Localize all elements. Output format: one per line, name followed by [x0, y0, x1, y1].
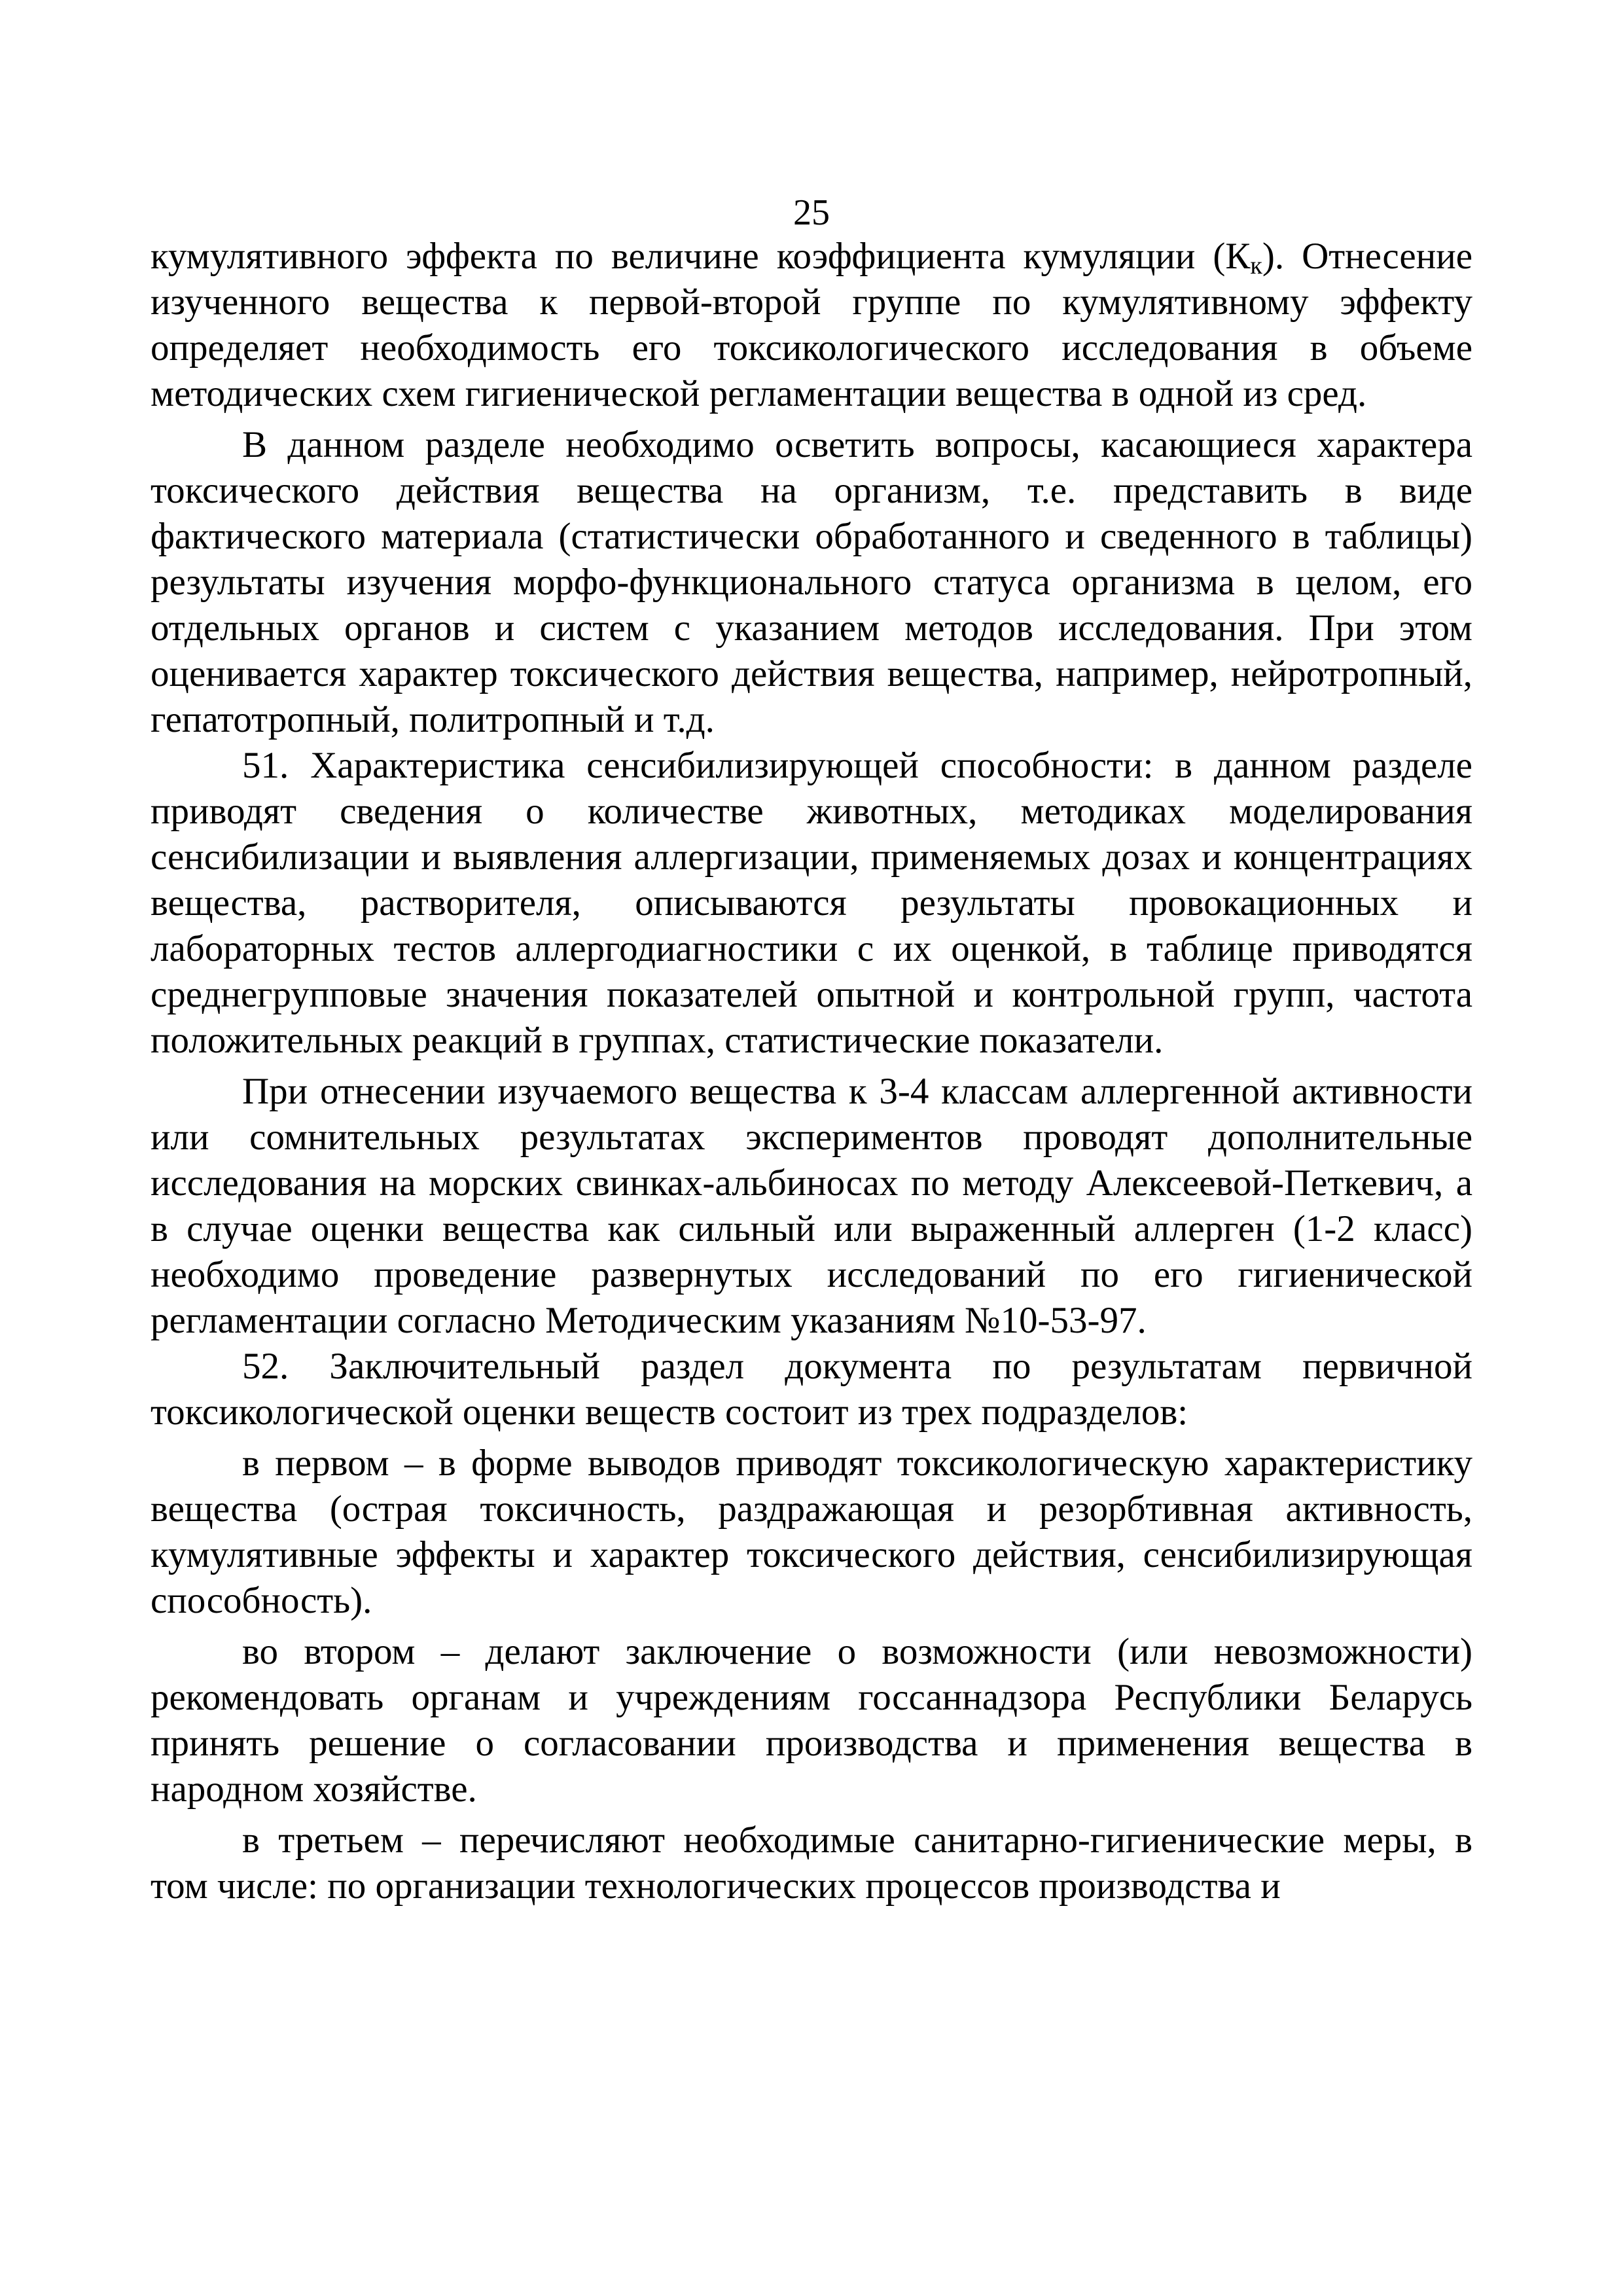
- paragraph-subsection-third: в третьем – перечисляют необходимые санитарно-гигиенические меры, в том числе: по организации технологических процессов производства и: [151, 1820, 1472, 1907]
- paragraph-cumulation-end: ). Отнесение изученного вещества к первой-второй группе по кумулятивному эффекту определяет необходимость его токсикологического исследования в объеме методических схем гигиенической регламентации вещества в одной из сред.: [151, 236, 1473, 414]
- paragraph-51-sensitization: 51. Характеристика сенсибилизирующей способности: в данном разделе приводят сведения о количестве животных, методиках моделирования сенсибилизации и выявления аллергизации, применяемых дозах и концентрациях вещества, растворителя, описываются результаты провокационных и лабораторных тестов аллергодиагностики с их оценкой, в таблице приводятся среднегрупповые значения показателей опытной и контрольной групп, частота положительных реакций в группах, статистические показатели.: [151, 745, 1472, 1061]
- document-body: [151, 234, 1472, 1909]
- paragraph-subsection-second: во втором – делают заключение о возможности (или невозможности) рекомендовать органам и учреждениям госсаннадзора Республики Беларусь принять решение о согласовании производства и применения вещества в народном хозяйстве.: [151, 1631, 1472, 1810]
- page-number: 25: [793, 192, 830, 233]
- subscript-k: к: [1250, 252, 1262, 279]
- paragraph-cumulation-start: кумулятивного эффекта по величине коэффициента кумуляции (К: [151, 236, 1251, 277]
- paragraph-toxic-action: В данном разделе необходимо осветить вопросы, касающиеся характера токсического действия вещества на организм, т.е. представить в виде фактического материала (статистически обработанного и сведенного в таблицы) результаты изучения морфо-функционального статуса организма в целом, его отдельных органов и систем с указанием методов исследования. При этом оценивается характер токсического действия вещества, например, нейротропный, гепатотропный, политропный и т.д.: [151, 424, 1472, 740]
- paragraph-subsection-first: в первом – в форме выводов приводят токсикологическую характеристику вещества (острая токсичность, раздражающая и резорбтивная активность, кумулятивные эффекты и характер токсического действия, сенсибилизирующая способность).: [151, 1443, 1472, 1621]
- paragraph-52-final-section: 52. Заключительный раздел документа по результатам первичной токсикологической оценки веществ состоит из трех подразделов:: [151, 1346, 1472, 1433]
- paragraph-cumulation: [151, 234, 1472, 417]
- paragraph-allergen-classes: При отнесении изучаемого вещества к 3-4 классам аллергенной активности или сомнительных результатах экспериментов проводят дополнительные исследования на морских свинках-альбиносах по методу Алексеевой-Петкевич, а в случае оценки вещества как сильный или выраженный аллерген (1-2 класс) необходимо проведение развернутых исследований по его гигиенической регламентации согласно Методическим указаниям №10-53-97.: [151, 1071, 1472, 1341]
